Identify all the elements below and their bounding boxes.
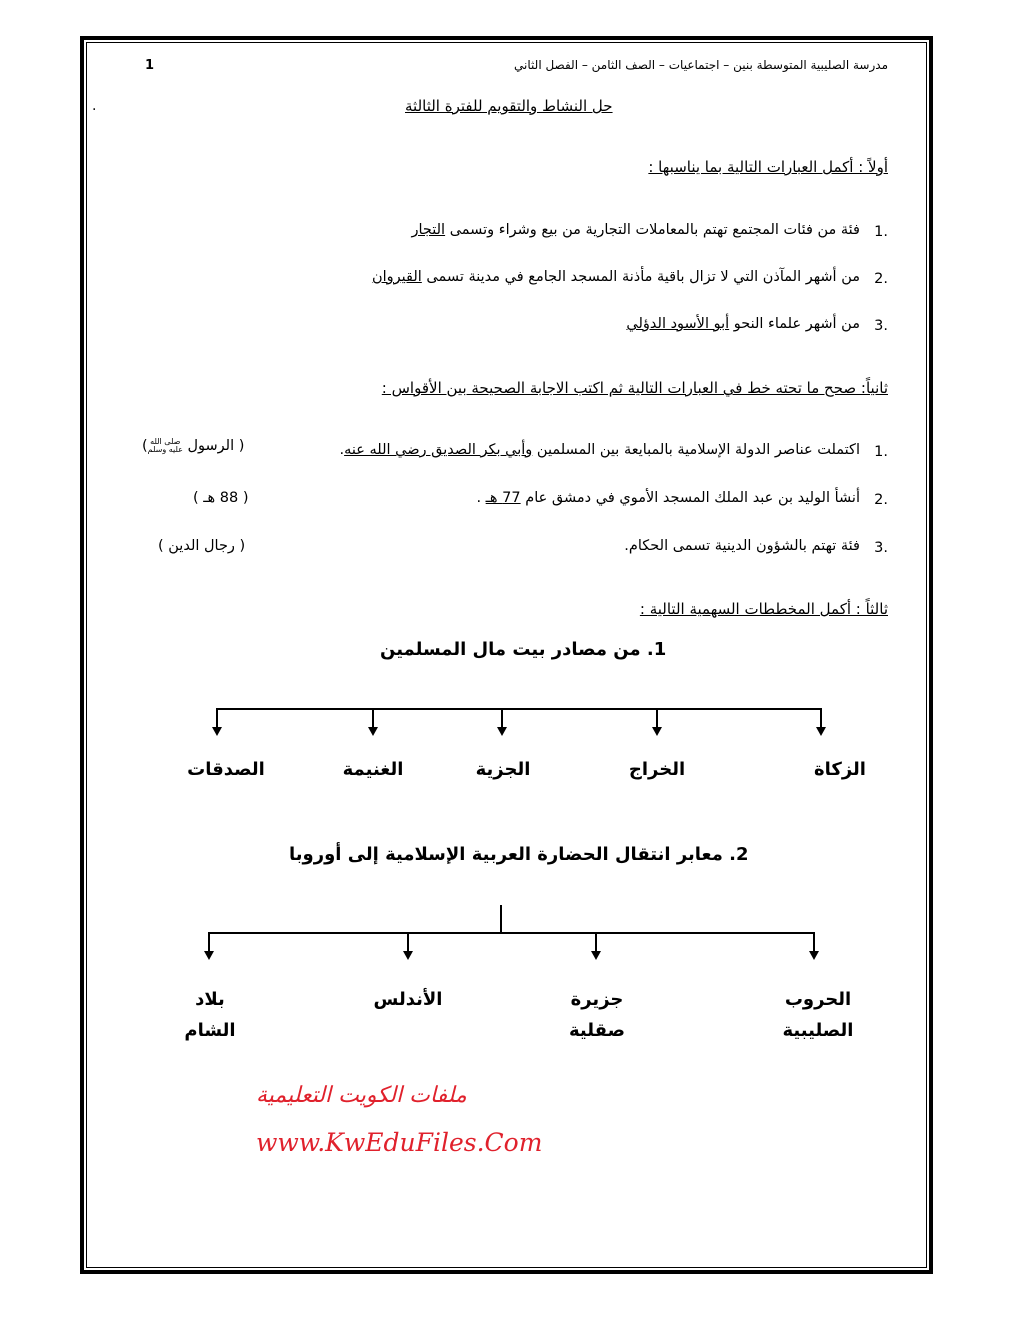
section2-item1-text: اكتملت عناصر الدولة الإسلامية بالمبايعة بين المسلمين: [532, 442, 860, 458]
correction-close: ): [142, 438, 148, 454]
chart2-leaf-levant: [150, 984, 270, 1046]
chart2-title: 2. معابر انتقال الحضارة العربية الإسلامية إلى أوروبا: [289, 844, 749, 865]
arrow-down-icon: [212, 727, 222, 736]
chart2-leaf-sicily-line2: صقلية: [569, 1020, 625, 1041]
section1-item3-text: من أشهر علماء النحو: [729, 316, 860, 332]
page-number: 1: [145, 58, 155, 73]
chart2-branch-line: [595, 932, 597, 952]
section1-heading: أولاً : أكمل العبارات التالية بما يناسبها :: [648, 158, 888, 176]
section1-item3: [626, 316, 860, 332]
section1-item2-text: من أشهر المآذن التي لا تزال باقية مأذنة المسجد الجامع في مدينة تسمى: [421, 269, 860, 285]
section2-item2-number: 2.: [874, 492, 888, 508]
arrow-down-icon: [591, 951, 601, 960]
chart2-branch-line: [407, 932, 409, 952]
chart2-branch-line: [813, 932, 815, 952]
arrow-down-icon: [816, 727, 826, 736]
chart1-leaf-ghanima: الغنيمة: [342, 759, 404, 780]
chart2-leaf-andalus: [348, 984, 468, 1015]
chart1-leaf-kharaj: الخراج: [628, 759, 686, 780]
watermark-url-link[interactable]: www.KwEduFiles.Com: [256, 1128, 543, 1157]
chart1-leaf-jizya: الجزية: [475, 759, 531, 780]
chart1-horizontal-line: [216, 708, 822, 710]
arrow-down-icon: [368, 727, 378, 736]
chart2-leaf-sicily: [537, 984, 657, 1046]
arrow-down-icon: [204, 951, 214, 960]
section1-item1-number: 1.: [874, 224, 888, 240]
chart2-branch-line: [208, 932, 210, 952]
section2-item2-correction: ( 88 هـ ): [193, 490, 249, 506]
section2-item2-underlined: 77 هـ: [485, 490, 521, 506]
section1-item1-answer: التجار: [411, 222, 446, 238]
section2-item1-number: 1.: [874, 444, 888, 460]
chart1-branch-line: [372, 708, 374, 728]
salawat-top: صلى الله: [150, 437, 181, 446]
section1-item2: [372, 269, 860, 285]
section2-heading: ثانياً: صحح ما تحته خط في العبارات التالية ثم اكتب الاجابة الصحيحة بين الأقواس :: [381, 379, 888, 397]
section2-item1-underlined: وأبي بكر الصديق رضي الله عنه: [344, 442, 533, 458]
salawat-bottom: عليه وسلم: [147, 445, 183, 454]
chart2-horizontal-line: [208, 932, 815, 934]
section1-item1-text: فئة من فئات المجتمع تهتم بالمعاملات التجارية من بيع وشراء وتسمى: [445, 222, 860, 238]
chart1-branch-line: [501, 708, 503, 728]
section2-item2: [476, 490, 860, 506]
chart1-leaf-sadaqat: الصدقات: [187, 759, 265, 780]
chart2-leaf-crusades: [758, 984, 878, 1046]
arrow-down-icon: [809, 951, 819, 960]
chart2-leaf-sicily-line1: جزيرة: [570, 989, 624, 1010]
watermark-arabic: ملفات الكويت التعليمية: [256, 1083, 467, 1108]
stray-dot: .: [92, 98, 97, 114]
chart1-branch-line: [820, 708, 822, 728]
section1-item2-number: 2.: [874, 271, 888, 287]
section1-item2-answer: القيروان: [371, 269, 422, 285]
section1-item1: [411, 222, 860, 238]
chart2-stem-line: [500, 905, 502, 933]
chart2-leaf-levant-line1: بلاد: [195, 989, 225, 1010]
chart1-branch-line: [216, 708, 218, 728]
section3-heading: ثالثاً : أكمل المخططات السهمية التالية :: [639, 600, 888, 618]
section2-item1-correction: [142, 438, 244, 454]
chart1-leaf-zakat: الزكاة: [814, 759, 866, 780]
section2-item3: [624, 538, 860, 554]
section2-item3-correction: ( رجال الدين ): [158, 538, 246, 554]
arrow-down-icon: [403, 951, 413, 960]
section2-item3-text: فئة تهتم بالشؤون الدينية تسمى الحكام.: [624, 538, 860, 554]
school-header: مدرسة الصليبية المتوسطة بنين – اجتماعيات – الصف الثامن – الفصل الثاني: [514, 58, 888, 72]
salawat-superscript: [148, 438, 183, 454]
chart1-title: 1. من مصادر بيت مال المسلمين: [380, 639, 667, 660]
section1-item3-number: 3.: [874, 318, 888, 334]
section2-item3-number: 3.: [874, 540, 888, 556]
arrow-down-icon: [652, 727, 662, 736]
chart2-leaf-andalus-line1: الأندلس: [373, 989, 443, 1010]
section2-item2-text: أنشأ الوليد بن عبد الملك المسجد الأموي في دمشق عام: [520, 490, 860, 506]
chart2-leaf-crusades-line2: الصليبية: [782, 1020, 854, 1041]
section2-item1: [339, 442, 860, 458]
page-title: حل النشاط والتقويم للفترة الثالثة: [405, 97, 613, 115]
section2-item1-after: .: [339, 442, 345, 458]
chart2-leaf-levant-line2: الشام: [184, 1020, 236, 1041]
chart2-leaf-crusades-line1: الحروب: [784, 989, 852, 1010]
section1-item3-answer: أبو الأسود الدؤلي: [626, 316, 730, 332]
section2-item2-after: .: [476, 490, 486, 506]
correction-open: ( الرسول: [182, 438, 245, 454]
chart1-branch-line: [656, 708, 658, 728]
arrow-down-icon: [497, 727, 507, 736]
